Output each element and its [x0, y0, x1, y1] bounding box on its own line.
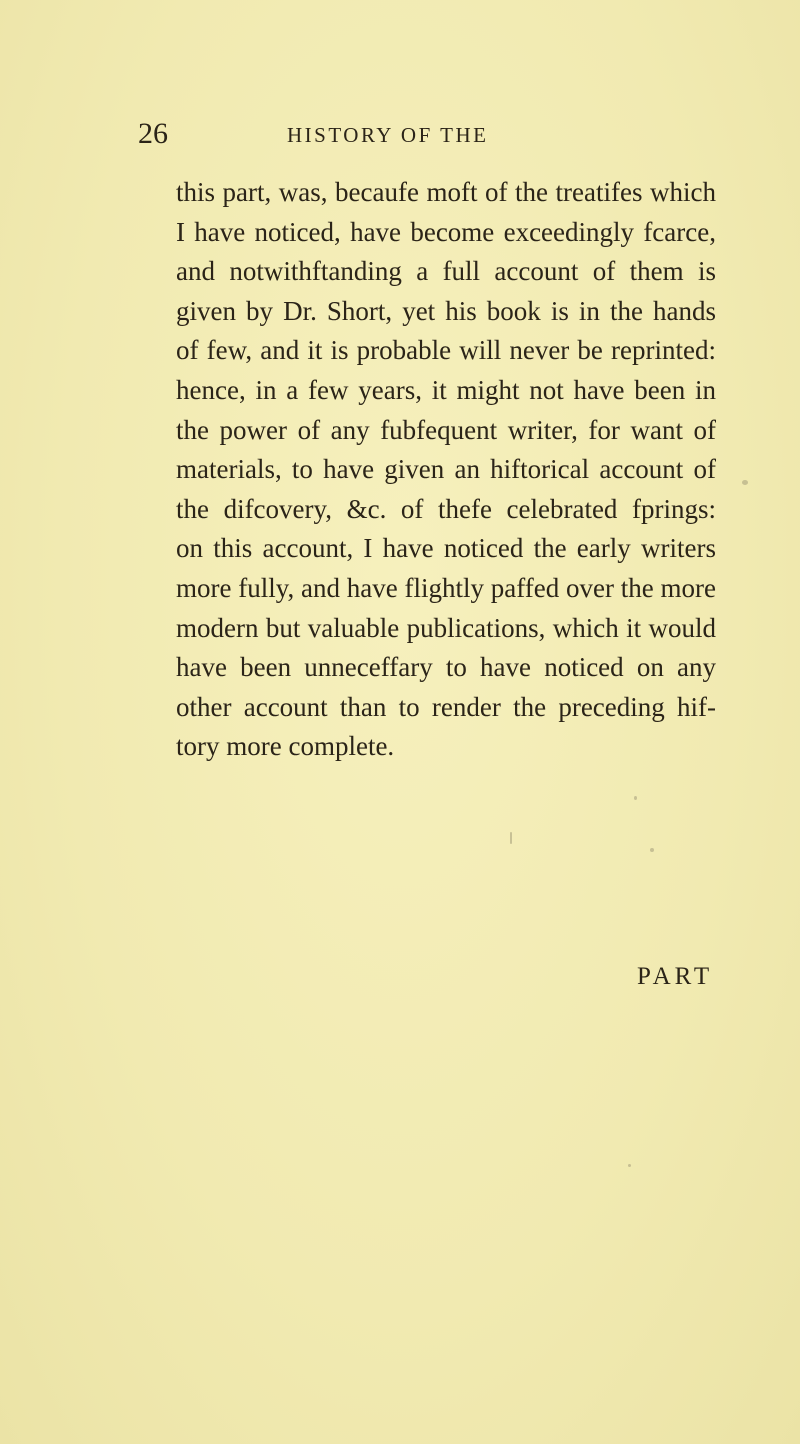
text-line: more fully, and have flightly paffed over the more	[176, 572, 716, 603]
catchword: PART	[637, 963, 714, 990]
text-line: of few, and it is probable will never be reprinted:	[176, 335, 716, 366]
text-line: and notwithftanding a full account of them is	[176, 256, 716, 287]
paper-speck	[634, 796, 637, 800]
page-number: 26	[138, 117, 168, 150]
text-line: on this account, I have noticed the early writers	[176, 533, 716, 564]
text-line: modern but valuable publications, which it would	[176, 612, 716, 643]
page-header	[0, 116, 800, 152]
text-line: tory more complete.	[176, 731, 395, 762]
paper-speck	[628, 1164, 631, 1167]
text-line: other account than to render the preceding hif-	[176, 691, 716, 722]
text-line: given by Dr. Short, yet his book is in the hands	[176, 295, 716, 326]
text-line: hence, in a few years, it might not have been in	[176, 374, 716, 405]
body-paragraph	[176, 173, 716, 767]
text-line: this part, was, becaufe moft of the treatifes which	[176, 177, 716, 207]
text-line: the difcovery, &c. of thefe celebrated fprings:	[176, 493, 716, 524]
running-head: HISTORY OF THE	[287, 123, 489, 147]
paper-speck	[650, 848, 654, 852]
text-line: the power of any fubfequent writer, for want of	[176, 414, 716, 445]
paper-speck	[742, 480, 748, 485]
text-line: have been unneceffary to have noticed on any	[176, 652, 716, 683]
text-line: materials, to have given an hiftorical account of	[176, 454, 716, 485]
text-line: I have noticed, have become exceedingly fcarce,	[176, 216, 716, 247]
paper-speck	[510, 832, 512, 844]
